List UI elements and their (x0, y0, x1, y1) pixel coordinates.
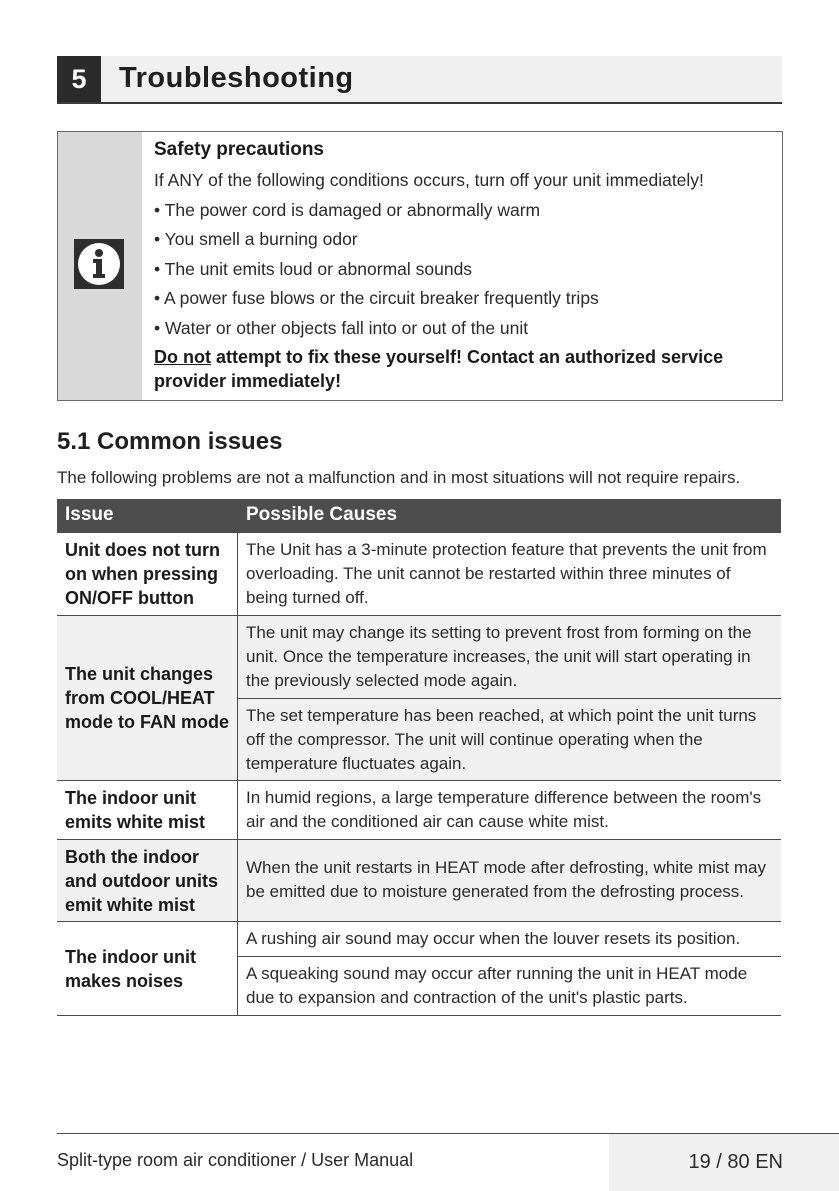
issue-cell: The indoor unit emits white mist (57, 781, 238, 839)
safety-title: Safety precautions (154, 139, 324, 160)
safety-sidebar (58, 132, 142, 400)
safety-warning-emphasis: Do not (154, 347, 211, 367)
section-header (57, 56, 782, 104)
safety-intro: If ANY of the following conditions occurs, turn off your unit immediately! (154, 170, 704, 190)
cause-text: When the unit restarts in HEAT mode after defrosting, white mist may be emitted due to moisture generated from the defrosting process. (246, 858, 766, 901)
cause-text: A squeaking sound may occur after running the unit in HEAT mode due to expansion and contraction of the unit's plastic parts. (238, 956, 781, 1015)
table-row (57, 616, 781, 781)
safety-item: • The power cord is damaged or abnormally warm (154, 199, 541, 220)
section-number: 5 (57, 56, 101, 102)
subsection-title: 5.1 Common issues (57, 428, 283, 455)
cause-text: The unit may change its setting to prevent frost from forming on the unit. Once the temperature increases, the unit will start operating in the previously selected mode again. (246, 623, 752, 690)
subsection-intro: The following problems are not a malfunction and in most situations will not require repairs. (57, 468, 741, 487)
footer-page-box (609, 1134, 839, 1191)
cause-text: A rushing air sound may occur when the louver resets its position. (246, 929, 741, 948)
table-row (57, 840, 781, 922)
issue-cell: Both the indoor and outdoor units emit white mist (57, 840, 238, 921)
safety-content (154, 137, 774, 393)
safety-box (57, 131, 783, 401)
table-header (57, 499, 781, 533)
table-row (57, 922, 781, 1016)
safety-item: • A power fuse blows or the circuit breaker frequently trips (154, 288, 599, 308)
safety-item: • Water or other objects fall into or out of the unit (154, 317, 529, 338)
issue-cell: Unit does not turn on when pressing ON/OFF button (57, 533, 238, 615)
safety-item: • The unit emits loud or abnormal sounds (154, 258, 473, 279)
safety-item: • You smell a burning odor (154, 229, 358, 249)
causes-cell (238, 533, 781, 615)
issue-cell: The unit changes from COOL/HEAT mode to FAN mode (57, 616, 238, 780)
cause-text: The set temperature has been reached, at which point the unit turns off the compressor. The unit will continue operating when the temperature fluctuates again. (238, 698, 781, 780)
column-header-issue: Issue (65, 504, 114, 525)
issue-cell: The indoor unit makes noises (57, 922, 238, 1015)
column-header-causes: Possible Causes (246, 504, 398, 525)
info-icon (74, 239, 124, 289)
safety-warning (154, 345, 774, 393)
safety-warning-text: attempt to fix these yourself! Contact an authorized service provider immediately! (154, 347, 724, 391)
causes-cell (238, 781, 781, 839)
table-row (57, 533, 781, 616)
causes-cell (238, 922, 781, 1015)
footer-document-title: Split-type room air conditioner / User Manual (57, 1150, 414, 1170)
causes-cell (238, 616, 781, 780)
table-row (57, 781, 781, 840)
section-title: Troubleshooting (119, 62, 354, 94)
page-number: 19 / 80 EN (688, 1151, 783, 1173)
issues-table (57, 499, 781, 1016)
cause-text: The Unit has a 3-minute protection feature that prevents the unit from overloading. The unit cannot be restarted within three minutes of being turned off. (246, 540, 767, 607)
causes-cell (238, 840, 781, 921)
cause-text: In humid regions, a large temperature difference between the room's air and the conditioned air can cause white mist. (246, 788, 762, 831)
